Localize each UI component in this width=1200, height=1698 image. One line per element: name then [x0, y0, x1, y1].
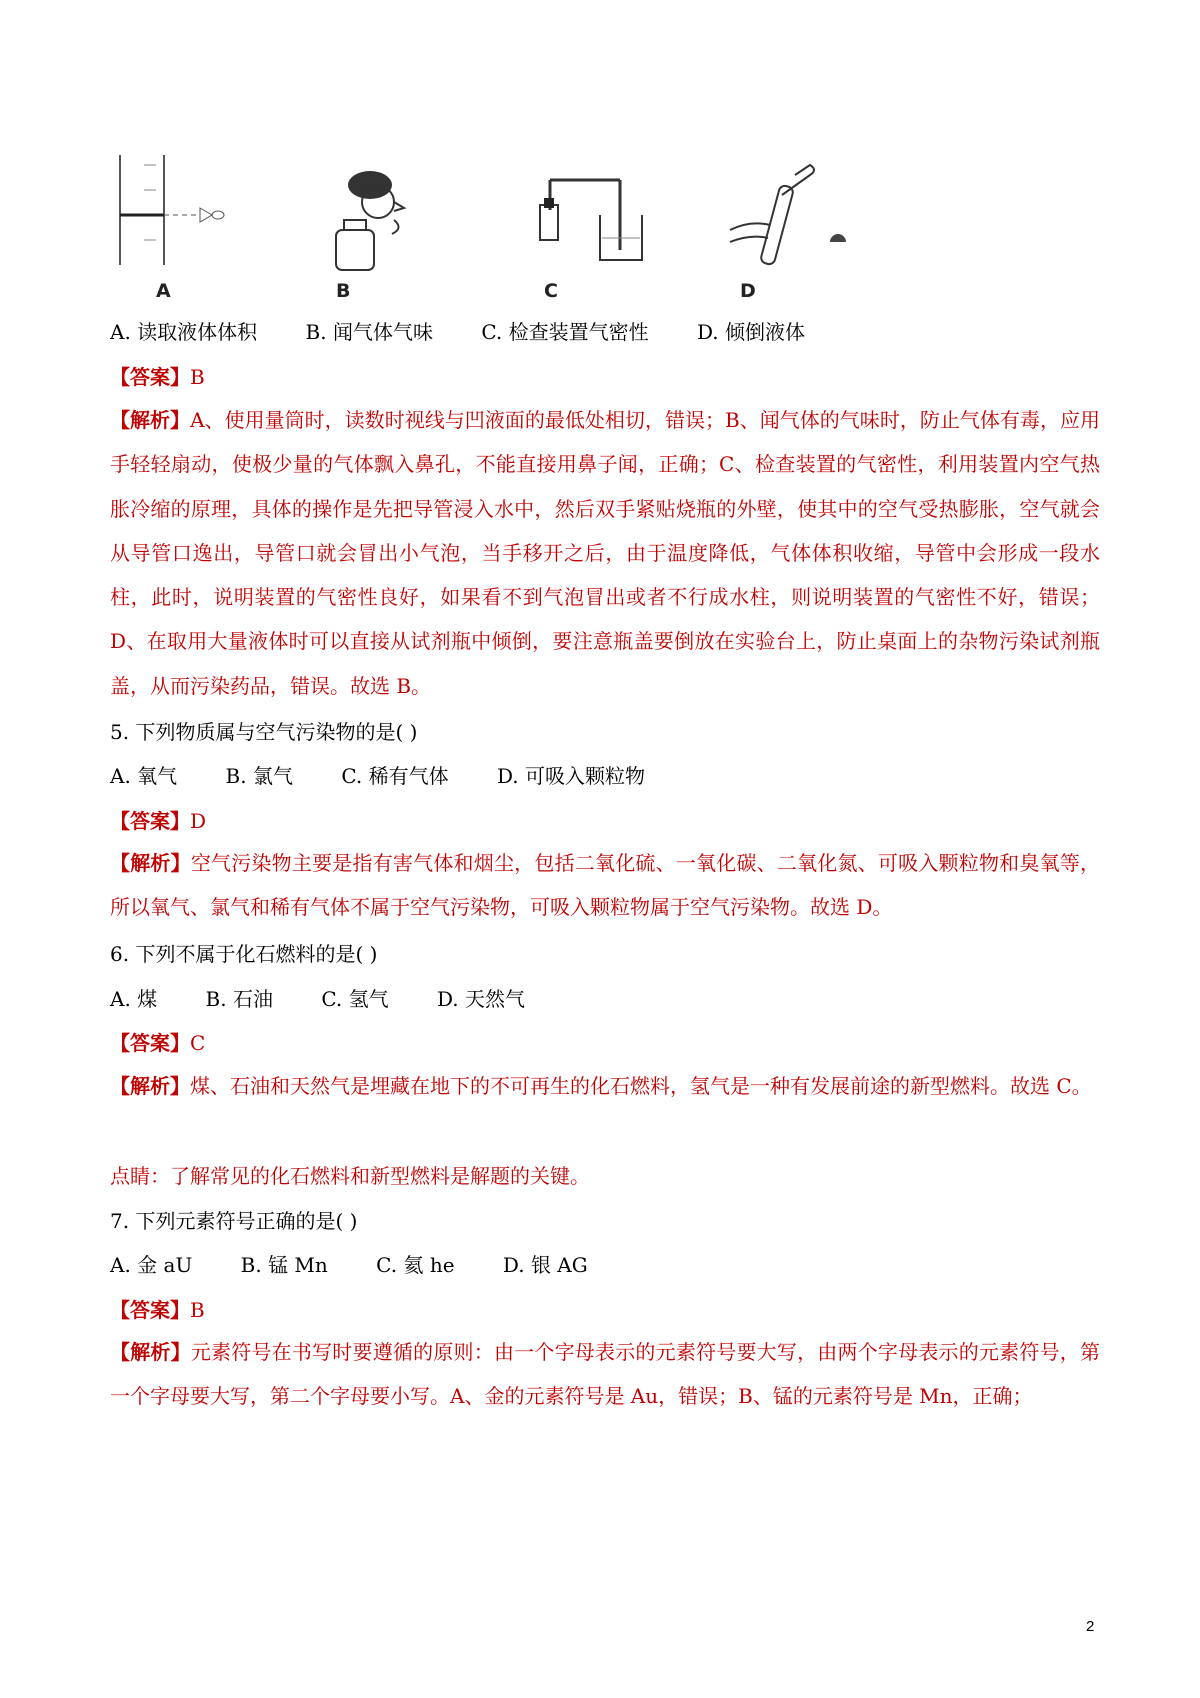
q6-tip: 点睛：了解常见的化石燃料和新型燃料是解题的关键。	[110, 1164, 590, 1188]
experiment-figures	[100, 150, 900, 320]
answer-value: C	[190, 1031, 206, 1055]
figure-d	[700, 150, 880, 320]
figure-b	[310, 150, 490, 320]
q5-option-d: D. 可吸入颗粒物	[496, 764, 646, 788]
analysis-text: 煤、石油和天然气是埋藏在地下的不可再生的化石燃料，氢气是一种有发展前途的新型燃料。故选 C。	[190, 1074, 1092, 1098]
answer-value: B	[190, 1298, 205, 1322]
analysis-text: 空气污染物主要是指有害气体和烟尘，包括二氧化硫、一氧化碳、二氧化氮、可吸入颗粒物和臭氧等，所以氧气、氯气和稀有气体不属于空气污染物，可吸入颗粒物属于空气污染物。故选 D。	[110, 851, 1101, 920]
figure-c	[500, 150, 680, 320]
q6-option-a: A. 煤	[110, 987, 158, 1011]
analysis-tag: 【解析】	[110, 1340, 191, 1364]
q4-option-d: D. 倾倒液体	[696, 320, 806, 344]
answer-value: B	[190, 365, 205, 389]
q4-option-b: B. 闻气体气味	[305, 320, 433, 344]
figure-d-label: D	[740, 280, 756, 302]
q5-question: 5. 下列物质属与空气污染物的是( )	[110, 720, 418, 744]
page-number: 2	[1086, 1618, 1095, 1635]
pouring-liquid-icon	[700, 150, 880, 280]
q5-option-a: A. 氧气	[110, 764, 178, 788]
q6-option-d: D. 天然气	[436, 987, 526, 1011]
analysis-tag: 【解析】	[110, 851, 191, 875]
analysis-text: 元素符号在书写时要遵循的原则：由一个字母表示的元素符号要大写，由两个字母表示的元素符号，第一个字母要大写，第二个字母要小写。A、金的元素符号是 Au，错误；B、锰的元素符号是 Mn，正确；	[110, 1340, 1101, 1409]
q7-answer	[110, 1296, 205, 1324]
q7-option-c: C. 氦 he	[376, 1253, 455, 1277]
q5-option-c: C. 稀有气体	[341, 764, 449, 788]
figure-a	[100, 150, 280, 320]
q6-question: 6. 下列不属于化石燃料的是( )	[110, 942, 378, 966]
q7-option-b: B. 锰 Mn	[240, 1253, 328, 1277]
q5-analysis	[110, 841, 1100, 930]
q4-option-c: C. 检查装置气密性	[481, 320, 649, 344]
apparatus-icon	[500, 150, 680, 280]
q7-option-d: D. 银 AG	[502, 1253, 588, 1277]
q6-option-c: C. 氢气	[321, 987, 389, 1011]
q6-option-b: B. 石油	[205, 987, 273, 1011]
analysis-tag: 【解析】	[110, 408, 191, 432]
figure-b-label: B	[336, 280, 351, 302]
q5-answer	[110, 807, 206, 835]
analysis-text: A、使用量筒时，读数时视线与凹液面的最低处相切，错误；B、闻气体的气味时，防止气体有毒，应用手轻轻扇动，使极少量的气体飘入鼻孔，不能直接用鼻子闻，正确；C、检查装置的气密性，利用装置内空气热胀冷缩的原理，具体的操作是先把导管浸入水中，然后双手紧贴烧瓶的外壁，使其中的空气受热膨胀，空气就会从导管口逸出，导管口就会冒出小气泡，当手移开之后，由于温度降低，气体体积收缩，导管中会形成一段水柱，此时，说明装置的气密性良好，如果看不到气泡冒出或者不行成水柱，则说明装置的气密性不好，错误；D、在取用大量液体时可以直接从试剂瓶中倾倒，要注意瓶盖要倒放在实验台上，防止桌面上的杂物污染试剂瓶盖，从而污染药品，错误。故选 B。	[110, 408, 1101, 698]
answer-tag: 【答案】	[110, 365, 190, 389]
q7-option-a: A. 金 aU	[110, 1253, 193, 1277]
q7-options	[110, 1251, 630, 1279]
analysis-tag: 【解析】	[110, 1074, 190, 1098]
q4-options	[110, 318, 847, 346]
figure-a-label: A	[156, 280, 171, 302]
q4-analysis	[110, 398, 1100, 708]
graduated-cylinder-icon	[100, 150, 280, 280]
q5-option-b: B. 氯气	[225, 764, 293, 788]
q4-answer	[110, 363, 205, 391]
q4-option-a: A. 读取液体体积	[110, 320, 258, 344]
q7-question: 7. 下列元素符号正确的是( )	[110, 1209, 358, 1233]
answer-tag: 【答案】	[110, 809, 190, 833]
q7-analysis	[110, 1330, 1100, 1419]
figure-c-label: C	[544, 280, 558, 302]
person-smelling-icon	[310, 150, 490, 280]
answer-tag: 【答案】	[110, 1298, 190, 1322]
q6-answer	[110, 1029, 205, 1057]
answer-tag: 【答案】	[110, 1031, 190, 1055]
answer-value: D	[190, 809, 207, 833]
q6-options	[110, 985, 567, 1013]
q6-analysis	[110, 1064, 1100, 1108]
q5-options	[110, 762, 687, 790]
